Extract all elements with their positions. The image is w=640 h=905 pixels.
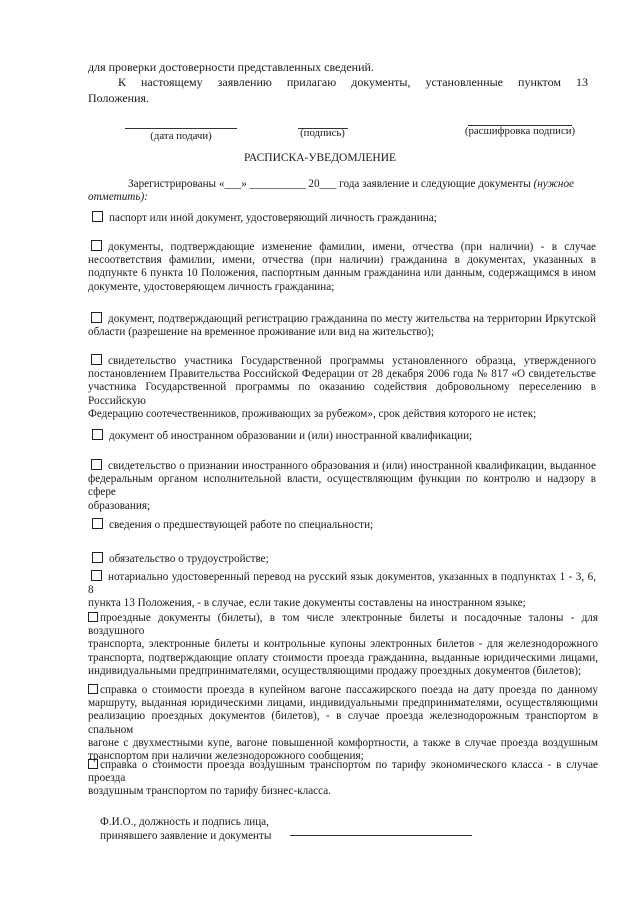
- checkbox-icon[interactable]: [92, 552, 103, 563]
- checklist-item[interactable]: [92, 552, 269, 566]
- item-text-line: справка о стоимости проезда воздушным транспортом по тарифу экономического класса - в случае проезда: [88, 759, 598, 785]
- checkbox-icon[interactable]: [91, 240, 102, 251]
- checkbox-icon[interactable]: [88, 684, 98, 694]
- item-text-line: участника Государственной программы по оказанию содействия добровольному переселению в Российскую: [88, 381, 596, 407]
- checkbox-icon[interactable]: [92, 429, 103, 440]
- checklist-item[interactable]: [92, 211, 437, 225]
- date-signature-line: [125, 128, 237, 129]
- item-text-line: сведения о предшествующей работе по специальности;: [109, 519, 374, 531]
- checkbox-icon[interactable]: [91, 354, 102, 365]
- item-text-line: паспорт или иной документ, удостоверяющий личность гражданина;: [109, 212, 437, 224]
- registered-line: [128, 178, 574, 191]
- footer-line-2: принявшего заявление и документы: [100, 830, 272, 842]
- checkbox-icon[interactable]: [92, 211, 103, 222]
- checklist-item[interactable]: [88, 684, 598, 763]
- item-text-line: проездные документы (билеты), в том числе электронные билеты и посадочные талоны - для воздушного: [88, 612, 598, 638]
- item-text-line: постановлением Правительства Российской Федерации от 28 декабря 2006 года № 817 «О свидетельстве: [88, 368, 596, 381]
- item-text-line: федеральным органом исполнительной власти, осуществляющим функции по контролю и надзору в сфере: [88, 473, 596, 499]
- checklist-item[interactable]: [92, 518, 373, 532]
- date-label: (дата подачи): [150, 130, 212, 142]
- item-text-line: транспортом при наличии железнодорожного сообщения;: [88, 750, 364, 763]
- item-text-line: документы, подтверждающие изменение фамилии, имени, отчества (при наличии) - в случае: [108, 241, 596, 253]
- checkbox-icon[interactable]: [88, 759, 98, 769]
- footer-line-1: Ф.И.О., должность и подпись лица,: [100, 816, 269, 828]
- note-text-2: отметить):: [88, 191, 148, 203]
- item-text-line: обязательство о трудоустройстве;: [109, 553, 269, 565]
- item-text-line: транспорта, электронные билеты и контрольные купоны электронных билетов - для железнодорожного: [88, 638, 598, 651]
- item-text-line: документ об иностранном образовании и (или) иностранной квалификации;: [109, 430, 473, 442]
- checklist-item[interactable]: [88, 612, 598, 678]
- item-text-line: маршруту, выданная юридическими лицами, индивидуальными предпринимателями, осуществляющими: [88, 697, 598, 710]
- intro-line-3: Положения.: [88, 91, 150, 105]
- checklist-item[interactable]: [88, 459, 596, 513]
- note-text-1: (нужное: [533, 178, 575, 190]
- item-text-line: пункта 13 Положения, - в случае, если такие документы составлены на иностранном языке;: [88, 597, 526, 610]
- item-text-line: свидетельство участника Государственной программы установленного образца, утвержденного: [108, 355, 596, 367]
- item-text-line: области (разрешение на временное проживание или вид на жительство);: [88, 326, 434, 339]
- registered-text: Зарегистрированы «___» __________ 20___ года заявление и следующие документы: [128, 178, 531, 190]
- item-text-line: Федерацию соотечественников, проживающих за рубежом», срок действия которого не истек;: [88, 407, 537, 420]
- checkbox-icon[interactable]: [91, 312, 102, 323]
- item-text-line: реализацию проездных документов (билетов), - в случае проезда железнодорожным транспортом в спальном: [88, 710, 598, 736]
- receipt-title: РАСПИСКА-УВЕДОМЛЕНИЕ: [243, 152, 397, 164]
- item-text-line: индивидуальными предпринимателями, осуществляющими продажу проездных документов (билетов);: [88, 664, 582, 677]
- checklist-item[interactable]: [88, 570, 596, 611]
- item-text-line: несоответствия фамилии, имени, отчества (при наличии) гражданина в документах, указанных в: [88, 254, 596, 267]
- checklist-item[interactable]: [92, 429, 472, 443]
- sign-label: (подпись): [300, 127, 345, 139]
- item-text-line: нотариально удостоверенный перевод на русский язык документов, указанных в подпунктах 1 - 3, 6, 8: [88, 571, 596, 597]
- item-text-line: документ, подтверждающий регистрацию гражданина по месту жительства на территории Иркутской: [108, 313, 596, 325]
- item-text-line: свидетельство о признании иностранного образования и (или) иностранной квалификации, выданное: [108, 460, 596, 472]
- checklist-item[interactable]: [88, 312, 596, 339]
- checkbox-icon[interactable]: [92, 518, 103, 529]
- item-text-line: справка о стоимости проезда в купейном вагоне пассажирского поезда на дату проезда по данному: [100, 684, 598, 696]
- intro-line-1: для проверки достоверности представленных сведений.: [88, 60, 374, 74]
- item-text-line: подпункте 6 пункта 10 Положения, паспортным данным гражданина или данным, содержащимся в ином: [88, 267, 596, 280]
- note-line-2: [88, 191, 148, 204]
- footer-signature-line: [290, 835, 472, 836]
- checkbox-icon[interactable]: [91, 570, 102, 581]
- decode-label: (расшифровка подписи): [464, 125, 576, 137]
- checklist-item[interactable]: [88, 759, 598, 799]
- item-text-line: образования;: [88, 499, 151, 512]
- item-text-line: вагоне с двухместными купе, вагоне повышенной комфортности, а также в случае проезда воздушным: [88, 736, 598, 749]
- item-text-line: транспорта, подтверждающие оплату стоимости проезда гражданина, выданные юридическими лицами,: [88, 651, 598, 664]
- checklist-item[interactable]: [88, 354, 596, 421]
- checklist-item[interactable]: [88, 240, 596, 294]
- checkbox-icon[interactable]: [88, 612, 98, 622]
- item-text-line: документе, удостоверяющем личность гражданина;: [88, 280, 335, 293]
- checkbox-icon[interactable]: [91, 459, 102, 470]
- item-text-line: воздушным транспортом по тарифу бизнес-класса.: [88, 785, 332, 798]
- intro-line-2: К настоящему заявлению прилагаю документы, установленные пунктом 13: [118, 75, 588, 89]
